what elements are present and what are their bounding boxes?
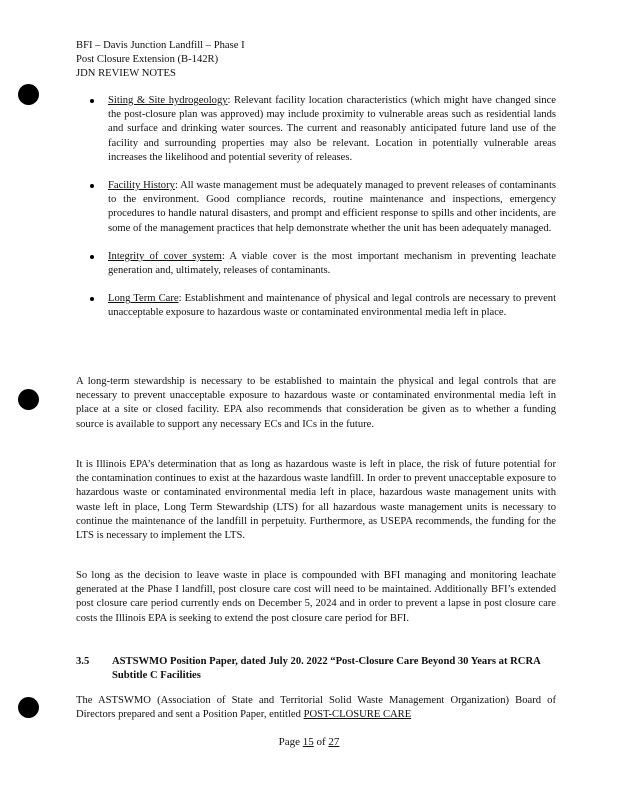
document-header: [76, 39, 556, 82]
bullet-dot-icon: [90, 297, 94, 301]
bullet-dot-icon: [90, 255, 94, 259]
punch-hole: [18, 389, 39, 410]
bullet-item: [90, 250, 556, 278]
bullet-list: [90, 94, 556, 335]
bullet-term: Integrity of cover system: [108, 250, 222, 262]
header-line-1: BFI – Davis Junction Landfill – Phase I: [76, 40, 245, 51]
punch-hole: [18, 697, 39, 718]
bullet-text: : Establishment and maintenance of physical and legal controls are necessary to prevent unacceptable exposure to hazardous waste or contaminated environmental media left in place.: [108, 293, 557, 319]
bullet-item: [90, 292, 556, 320]
bullet-term: Long Term Care: [108, 293, 179, 305]
bullet-term: Facility History: [108, 180, 175, 192]
paragraph-determination: It is Illinois EPA’s determination that as long as hazardous waste is left in place, the risk of future potential for the contamination continues to exist at the hazardous waste landfill. In order to prevent unacceptable exposure to hazardous waste or contaminated environmental media left in place, hazardous waste management units with waste left in place, Long Term Stewardship (LTS) for all hazardous waste management units is necessary to continue the maintenance of the landfill in perpetuity. Furthermore, as USEPA recommends, the funding for the LTS is necessary to implement the LTS.: [76, 459, 556, 542]
section-title: ASTSWMO Position Paper, dated July 20. 2022 “Post-Closure Care Beyond 30 Years at RCRA Subtitle C Facilities: [112, 656, 541, 682]
paragraph-astswmo: [76, 694, 556, 722]
bullet-text: : Relevant facility location characteristics (which might have changed since the post-closure plan was approved) may include proximity to vulnerable areas such as residential lands and surface and drinking water sources. The current and reasonably anticipated future land use of the facility and surrounding properties may also be relevant. Location in potentially vulnerable areas increases the likelihood and potential severity of releases.: [108, 95, 557, 163]
bullet-item: [90, 94, 556, 165]
header-line-3: JDN REVIEW NOTES: [76, 68, 176, 80]
section-number: 3.5: [76, 656, 90, 667]
page-total: 27: [328, 736, 340, 748]
paragraph-astswmo-text: The ASTSWMO (Association of State and Territorial Solid Waste Management Organization) Board of Directors prepared and sent a Position Paper, entitled: [76, 695, 556, 721]
section-heading: [76, 655, 556, 683]
paragraph-stewardship: A long-term stewardship is necessary to be established to maintain the physical and legal controls that are necessary to prevent unacceptable exposure to hazardous waste or contaminated environmental media left in place at a site or closed facility. EPA also recommends that consideration be given as to whether a funding source is available to support any necessary ECs and ICs in the future.: [76, 376, 556, 430]
bullet-dot-icon: [90, 184, 94, 188]
footer-prefix: Page: [278, 736, 303, 748]
page-number: 15: [302, 736, 314, 748]
punch-hole: [18, 84, 39, 105]
footer-middle: of: [313, 736, 329, 748]
bullet-text: : A viable cover is the most important mechanism in preventing leachate generation and, ultimately, releases of contaminants.: [108, 250, 556, 277]
bullet-text: : All waste management must be adequately managed to prevent releases of contaminants to the environment. Good compliance records, routine maintenance and inspections, emergency procedures to handle natural disasters, and prompt and efficient response to spills and other incidents, are some of the management practices that help demonstrate whether the unit has been adequately managed.: [108, 180, 557, 234]
position-paper-title: POST-CLOSURE CARE: [303, 709, 412, 721]
bullet-term: Siting & Site hydrogeology: [108, 95, 228, 106]
header-line-2: Post Closure Extension (B-142R): [76, 54, 219, 66]
bullet-dot-icon: [90, 99, 94, 103]
page-footer: [0, 735, 618, 749]
paragraph-post-closure-cost: So long as the decision to leave waste in place is compounded with BFI managing and monitoring leachate generated at the Phase I landfill, post closure care cost will need to be maintained. Additionally BFI’s extended post closure care period currently ends on December 5, 2024 and in order to prevent a lapse in post closure care costs the Illinois EPA is seeking to extend the post closure care period for BFI.: [76, 570, 556, 624]
bullet-item: [90, 179, 556, 236]
